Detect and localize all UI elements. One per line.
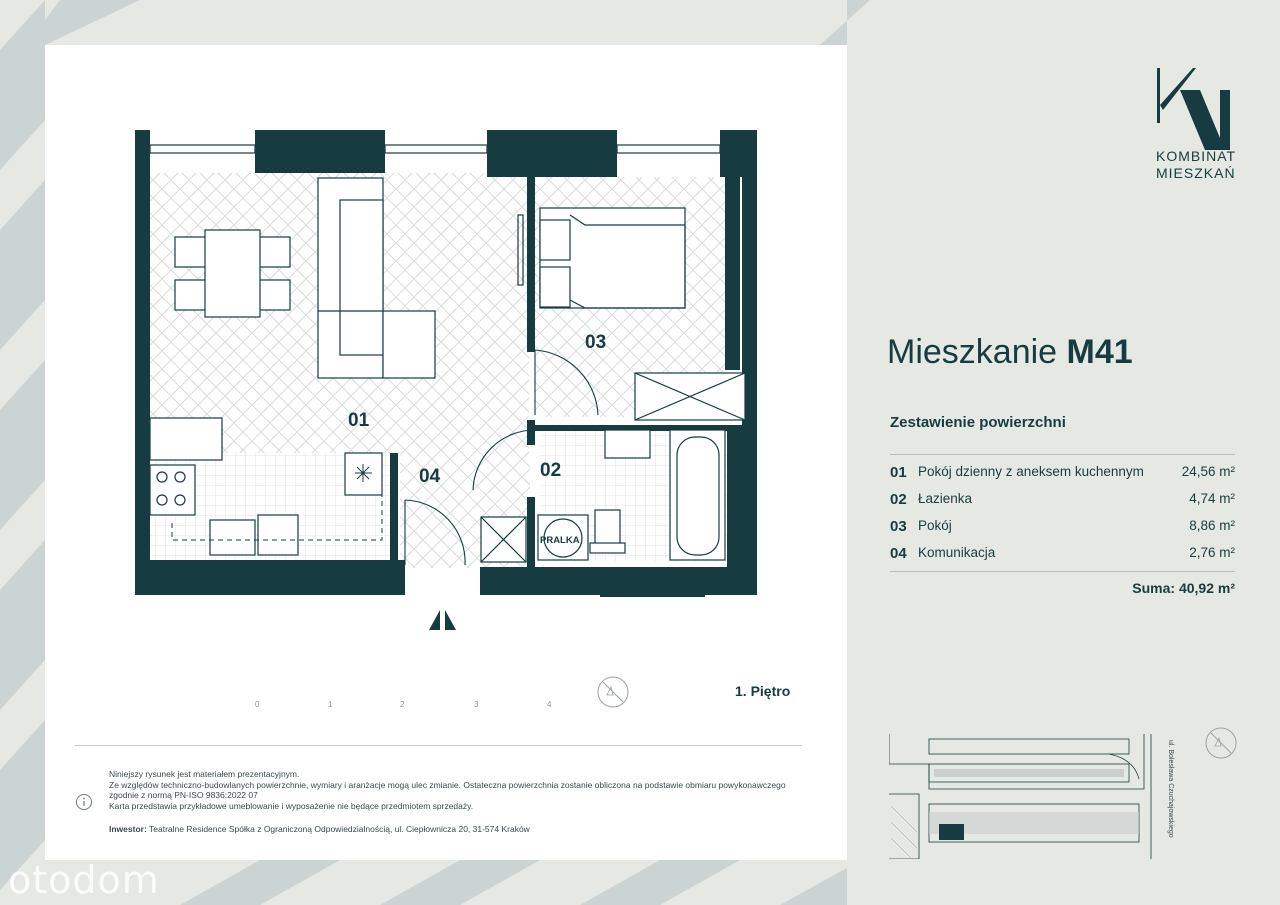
otodom-watermark: otodom [8, 858, 160, 902]
summary-divider-bottom [890, 571, 1235, 572]
page-title [887, 333, 1133, 372]
compass-icon [596, 675, 630, 709]
info-icon [75, 793, 93, 811]
scale-label-1: 1 [328, 700, 333, 709]
entrance-arrow-icon [429, 610, 456, 630]
row-number: 02 [890, 491, 907, 508]
scale-label-2: 2 [400, 700, 405, 709]
summary-title: Zestawienie powierzchni [890, 414, 1066, 431]
brand-name [1156, 148, 1236, 182]
site-compass-icon [1204, 726, 1238, 760]
brand-line-1: KOMBINAT [1156, 148, 1237, 164]
title-prefix: Mieszkanie [887, 333, 1058, 371]
summary-divider-top [890, 454, 1235, 455]
floor-label: 1. Piętro [735, 683, 791, 699]
scale-label-0: 0 [255, 700, 260, 709]
brand-line-2: MIESZKAŃ [1156, 165, 1236, 181]
row-number: 01 [890, 464, 907, 481]
street-label: ul. Bolesława Czuchajowskiego [1167, 740, 1174, 838]
scale-label-4: 4 [547, 700, 552, 709]
investor-label: Inwestor: [109, 824, 147, 834]
row-number: 03 [890, 518, 907, 535]
washer-label: PRALKA [540, 535, 580, 546]
summary-row [890, 545, 1235, 567]
row-area: 4,74 m² [1189, 491, 1235, 506]
unit-location-marker [939, 824, 964, 840]
row-area: 2,76 m² [1189, 545, 1235, 560]
disclaimer-note: Niniejszy rysunek jest materiałem prezentacyjnym. Ze względów techniczno-budowlanych powierzchnie, wymiary i aranżacje mogą ulec zmianie. Ostateczna powierzchnia zostanie obliczona na podstawie obmiaru powykonawczego zgodnie z normą PN-ISO 9836:2022 07 Karta przedstawia przykładowe umeblowanie i wyposażenie nie będące przedmiotem sprzedaży. [109, 769, 786, 811]
row-area: 8,86 m² [1189, 518, 1235, 533]
room-label-04: 04 [419, 466, 441, 487]
title-unit: M41 [1066, 333, 1133, 371]
row-name: Komunikacja [918, 545, 996, 560]
room-label-03: 03 [585, 332, 607, 353]
site-map [889, 734, 1154, 859]
row-name: Pokój [918, 518, 952, 533]
room-label-02: 02 [540, 460, 562, 481]
row-name: Łazienka [918, 491, 973, 506]
floor-plan [45, 45, 847, 665]
scale-label-3: 3 [474, 700, 479, 709]
summary-row [890, 518, 1235, 540]
row-name: Pokój dzienny z aneksem kuchennym [918, 464, 1144, 479]
summary-total: Suma: 40,92 m² [1132, 580, 1235, 596]
summary-row [890, 464, 1235, 486]
footer-divider [75, 745, 802, 746]
investor-text: Teatralne Residence Spółka z Ograniczoną Odpowiedzialnością, ul. Ciepłownicza 20, 31-574 Kraków [149, 824, 530, 834]
investor-line [109, 824, 530, 834]
row-area: 24,56 m² [1181, 464, 1235, 479]
row-number: 04 [890, 545, 907, 562]
room-label-01: 01 [348, 410, 370, 431]
summary-row [890, 491, 1235, 513]
